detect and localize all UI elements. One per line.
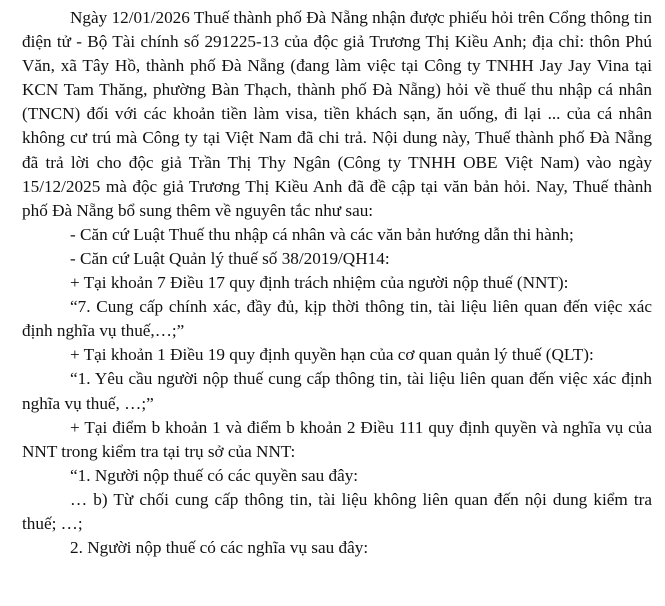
intro-paragraph: Ngày 12/01/2026 Thuế thành phố Đà Nẵng nhận được phiếu hỏi trên Cổng thông tin điện tử - Bộ Tài chính số 291225-13 của độc giả Trương Thị Kiều Anh; địa chỉ: thôn Phú Văn, xã Tây Hồ, thành phố Đà Nẵng (đang làm việc tại Công ty TNHH Jay Jay Vina tại KCN Tam Thăng, phường Bàn Thạch, thành phố Đà Nẵng) hỏi về thuế thu nhập cá nhân (TNCN) đối với các khoản tiền làm visa, tiền khách sạn, ăn uống, đi lại ... của cá nhân không cư trú mà Công ty tại Việt Nam đã chi trả. Nội dung này, Thuế thành phố Đà Nẵng đã trả lời cho độc giả Trần Thị Thy Ngân (Công ty TNHH OBE Việt Nam) vào ngày 15/12/2025 mà độc giả Trương Thị Kiều Anh đã đề cập tại văn bản hỏi. Nay, Thuế thành phố Đà Nẵng bổ sung thêm về nguyên tắc như sau: — [22, 8, 652, 220]
quote-article-111-rights: “1. Người nộp thuế có các quyền sau đây: — [70, 465, 359, 485]
clause-article-111: + Tại điểm b khoản 1 và điểm b khoản 2 Điều 111 quy định quyền và nghĩa vụ của NNT trong kiểm tra tại trụ sở của NNT: — [22, 417, 652, 461]
legal-basis-tax-admin-law: - Căn cứ Luật Quản lý thuế số 38/2019/QH14: — [70, 248, 390, 268]
quote-article-17: “7. Cung cấp chính xác, đầy đủ, kịp thời thông tin, tài liệu liên quan đến việc xác định nghĩa vụ thuế,…;” — [22, 297, 652, 341]
quote-article-19: “1. Yêu cầu người nộp thuế cung cấp thông tin, tài liệu liên quan đến việc xác định nghĩa vụ thuế, …;” — [22, 369, 652, 413]
legal-basis-pit-law: - Căn cứ Luật Thuế thu nhập cá nhân và các văn bản hướng dẫn thi hành; — [70, 224, 574, 244]
clause-article-17: + Tại khoản 7 Điều 17 quy định trách nhiệm của người nộp thuế (NNT): — [70, 273, 569, 293]
document-page — [22, 6, 652, 560]
clause-article-19: + Tại khoản 1 Điều 19 quy định quyền hạn của cơ quan quản lý thuế (QLT): — [70, 345, 594, 365]
quote-article-111-point-b: … b) Từ chối cung cấp thông tin, tài liệu không liên quan đến nội dung kiểm tra thuế; …; — [22, 489, 652, 533]
quote-article-111-obligations: 2. Người nộp thuế có các nghĩa vụ sau đây: — [70, 538, 369, 558]
